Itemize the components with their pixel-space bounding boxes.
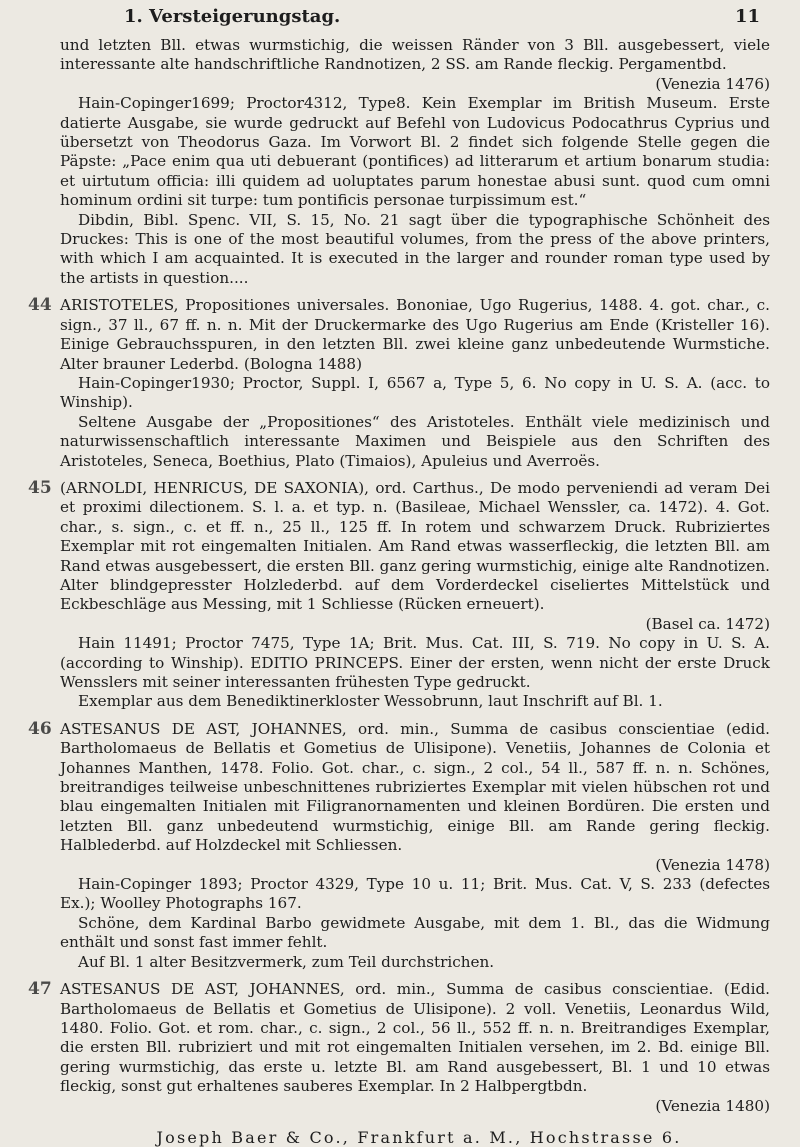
entry-imprint: (Basel ca. 1472) bbox=[645, 614, 770, 633]
entry-provenance: Exemplar aus dem Benediktinerkloster Wessobrunn, laut Inschrift auf Bl. 1. bbox=[78, 692, 663, 711]
entry-description: ASTESANUS DE AST, JOHANNES, ord. min., Summa de casibus conscientiae (edid. Bartholomaeus de Bellatis et Gometius de Ulisipone). Venetiis, Johannes de Colonia et Johannes Manthen, 1478. Folio. Got. char., c. sign., 2 col., 54 ll., 587 ff. n. n. Schönes, breitrandiges teilweise unbeschnittenes rubriziertes Exemplar mit vielen hübschen rot und blau eingemalten Initialen mit Filigranornamenten und kleinen Bordüren. Die ersten und letzten Bll. ganz unbedeutend wurmstichig, einige Bll. am Rande gering fleckig. Halblederbd. auf Holzdeckel mit Schliessen. bbox=[60, 719, 770, 855]
entry-number: 47 bbox=[28, 979, 52, 1000]
intro-imprint: (Venezia 1476) bbox=[655, 74, 770, 93]
entry-references: Hain 11491; Proctor 7475, Type 1A; Brit. Mus. Cat. III, S. 719. No copy in U. S. A. (according to Winship). EDITIO PRINCEPS. Einer der ersten, wenn nicht der erste Druck Wensslers mit seiner interessanten frühesten Type gedruckt. bbox=[60, 634, 770, 691]
entry-imprint: (Venezia 1480) bbox=[655, 1096, 770, 1115]
entry-imprint: (Venezia 1478) bbox=[655, 855, 770, 874]
entry-number: 45 bbox=[28, 477, 52, 498]
entry-description: ASTESANUS DE AST, JOHANNES, ord. min., Summa de casibus conscientiae. (Edid. Bartholomaeus de Bellatis et Gometius de Ulisipone). 2 voll. Venetiis, Leonardus Wild, 1480. Folio. Got. et rom. char., c. sign., 2 col., 56 ll., 552 ff. n. n. Breitrandiges Exemplar, die ersten Bll. rubriziert und mit rot eingemalten Initialen versehen, im 2. Bd. einige Bll. gering wurmstichig, das erste u. letzte Bl. am Rand ausgebessert, Bl. 1 und 10 etwas fleckig, sonst gut erhaltenes sauberes Exemplar. In 2 Halbpergtbdn. bbox=[60, 980, 770, 1096]
entry-references: Hain-Copinger 1893; Proctor 4329, Type 10 u. 11; Brit. Mus. Cat. V, S. 233 (defectes Ex.); Woolley Photographs 167. bbox=[60, 875, 770, 913]
entry-continuation bbox=[28, 36, 770, 288]
catalogue-entry-44 bbox=[28, 296, 770, 471]
page-number: 11 bbox=[734, 6, 760, 27]
intro-references: Hain-Copinger1699; Proctor4312, Type8. Kein Exemplar im British Museum. Erste datierte Ausgabe, sie wurde gedruckt auf Befehl von Ludovicus Podocathrus Cyprius und übersetzt von Theodorus Gaza. Im Vorwort Bl. 2 findet sich folgende Stelle gegen die Päpste: „Pace enim qua uti debuerant (pontifices) ad litterarum et artium bonarum studia: et uirtutum officia: illi quidem ad uoluptates parum honestae abusi sunt. quod cum omni hominum ordini sit turpe: tum pontificis personae turpissimum est.“ bbox=[60, 94, 770, 210]
entry-description: (ARNOLDI, HENRICUS, DE SAXONIA), ord. Carthus., De modo perveniendi ad veram Dei et proximi dilectionem. S. l. a. et typ. n. (Basileae, Michael Wenssler, ca. 1472). 4. Got. char., s. sign., c. et ff. n., 25 ll., 125 ff. In rotem und schwarzem Druck. Rubriziertes Exemplar mit rot eingemalten Initialen. Am Rand etwas wasserfleckig, die letzten Bll. am Rand etwas ausgebessert, die ersten Bll. ganz gering wurmstichig, einige alte Randnotizen. Alter blindgepresster Holzlederbd. auf dem Vorderdeckel ciseliertes Mittelstück und Eckbeschläge aus Messing, mit 1 Schliesse (Rücken erneuert). bbox=[60, 478, 770, 614]
catalogue-entry-47 bbox=[28, 980, 770, 1116]
entry-references: Hain-Copinger1930; Proctor, Suppl. I, 6567 a, Type 5, 6. No copy in U. S. A. (acc. to Winship). bbox=[60, 373, 770, 412]
header-title: 1. Versteigerungstag. bbox=[124, 6, 341, 27]
intro-description: und letzten Bll. etwas wurmstichig, die weissen Ränder von 3 Bll. ausgebessert, viele interessante alte handschriftliche Randnotizen, 2 SS. am Rande fleckig. Pergamentbd. bbox=[60, 36, 770, 74]
entry-note: Seltene Ausgabe der „Propositiones“ des Aristoteles. Enthält viele medizinisch und naturwissenschaftlich interessante Maximen und Beispiele aus den Schriften des Aristoteles, Seneca, Boethius, Plato (Timaios), Apuleius und Averroës. bbox=[60, 412, 770, 470]
page-header bbox=[124, 6, 760, 36]
entry-description: ARISTOTELES, Propositiones universales. Bononiae, Ugo Rugerius, 1488. 4. got. char., c. sign., 37 ll., 67 ff. n. n. Mit der Druckermarke des Ugo Rugerius am Ende (Kristeller 16). Einige Gebrauchsspuren, in den letzten Bll. zwei kleine ganz unbedeutende Wurmstiche. Alter brauner Lederbd. (Bologna 1488) bbox=[60, 296, 770, 373]
entry-note: Schöne, dem Kardinal Barbo gewidmete Ausgabe, mit dem 1. Bl., das die Widmung enthält und sonst fast immer fehlt. bbox=[60, 913, 770, 952]
entry-number: 44 bbox=[28, 295, 52, 316]
intro-dibdin-quote: Dibdin, Bibl. Spenc. VII, S. 15, No. 21 sagt über die typographische Schönheit des Druckes: This is one of the most beautiful volumes, from the press of the above printers, with which I am acquainted. It is executed in the larger and rounder roman type used by the artists in question.... bbox=[60, 210, 770, 287]
catalogue-entry-45 bbox=[28, 479, 770, 712]
entry-provenance: Auf Bl. 1 alter Besitzvermerk, zum Teil durchstrichen. bbox=[78, 952, 495, 971]
entry-number: 46 bbox=[28, 718, 52, 739]
catalogue-entry-46 bbox=[28, 720, 770, 972]
publisher-footer: Joseph Baer & Co., Frankfurt a. M., Hochstrasse 6. bbox=[156, 1127, 682, 1147]
